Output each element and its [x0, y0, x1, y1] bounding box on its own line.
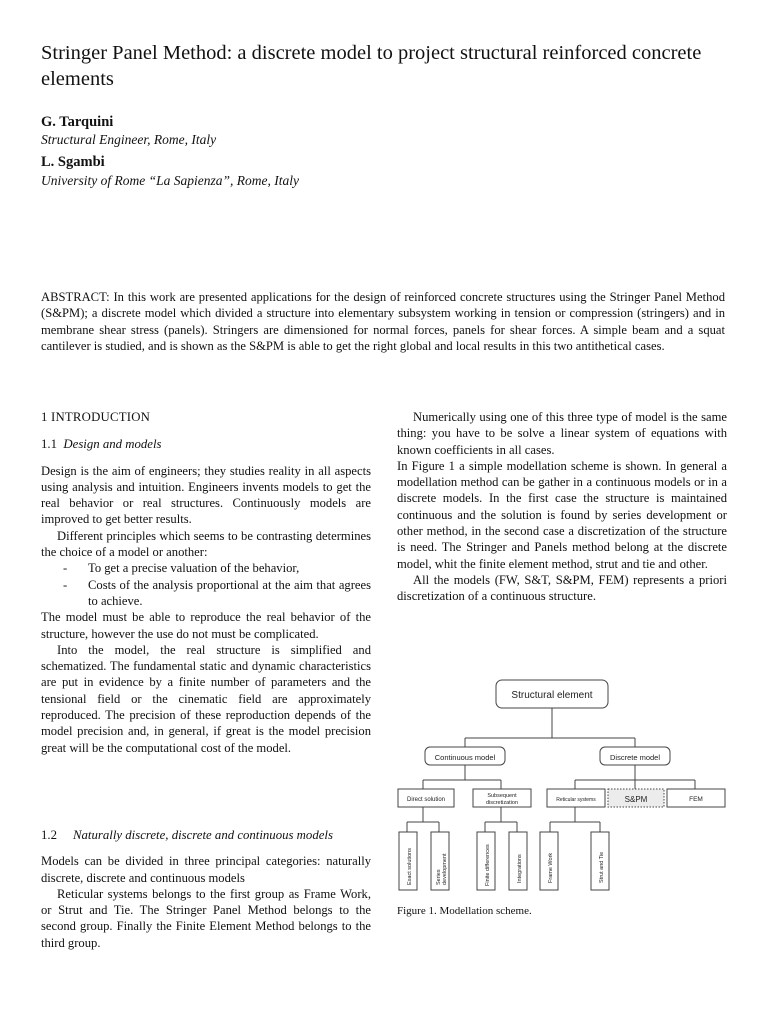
author-name-2: L. Sgambi	[41, 154, 105, 170]
paragraph: All the models (FW, S&T, S&PM, FEM) represents a priori discretization of a continuous structure.	[397, 572, 727, 604]
label-direct-solution: Direct solution	[406, 797, 446, 803]
author-affiliation-2: University of Rome “La Sapienza”, Rome, Italy	[41, 173, 299, 188]
subsection-heading-2	[41, 827, 371, 843]
label-finite-differences: Finite differences	[485, 844, 491, 886]
label-reticular-systems: Reticular systems	[556, 797, 596, 803]
subsection-heading-1	[41, 436, 371, 452]
label-spm: S&PM	[624, 795, 648, 804]
bullet-list	[41, 560, 371, 609]
left-column	[41, 409, 371, 756]
paragraph: The model must be able to reproduce the real behavior of the structure, however the use do not must be complicated.	[41, 610, 371, 641]
subsection-number: 1.2	[41, 828, 57, 842]
label-strut-and-tie: Strut and Tie	[599, 851, 605, 883]
subsection-title: Naturally discrete, discrete and continuous models	[73, 828, 333, 842]
paragraph: Design is the aim of engineers; they studies reality in all aspects using analysis and intuition. Engineers invents models to get the real behavior or real structures. Continuously models are improved to get better results.	[41, 463, 371, 527]
label-exact-solutions: Exact solutions	[407, 848, 413, 885]
paragraph: In Figure 1 a simple modellation scheme is shown. In general a modellation method can be gather in a continuous models or in a discrete models. In the first case the structure is maintained continuous and the solution is found by series development or other method, in the second case a discretization of the structure is need. The Stringer and Panels method belong at the discrete model, whit the finite element method, strut and tie and other.	[397, 458, 727, 571]
paragraph: Into the model, the real structure is simplified and schematized. The fundamental static and dynamic characteristics are put in evidence by a finite number of parameters and the tensional field or the cinematic field are approximately reproduced. The precision of these reproduction depends of the model precision and, in general, if great is the model precision great will be the computational cost of the model.	[41, 642, 371, 755]
section-heading: 1 INTRODUCTION	[41, 410, 151, 424]
label-development: development	[442, 853, 448, 885]
label-structural-element: Structural element	[511, 690, 593, 701]
subsection-title: Design and models	[63, 437, 162, 452]
right-column	[397, 409, 727, 605]
figure-caption: Figure 1. Modellation scheme.	[397, 905, 532, 917]
list-item: - To get a precise valuation of the behavior,	[63, 561, 300, 576]
label-subsequent: Subsequent	[487, 793, 517, 799]
paper-title: Stringer Panel Method: a discrete model to project structural reinforced concrete elements	[41, 42, 702, 90]
label-integrations: Integrations	[517, 854, 523, 883]
left-column-section-2	[41, 827, 371, 951]
label-discrete-model: Discrete model	[609, 753, 661, 762]
modellation-diagram	[395, 675, 735, 900]
paragraph: Models can be divided in three principal categories: naturally discrete, discrete and continuous models	[41, 854, 371, 885]
label-frame-work: Frame Work	[548, 852, 554, 883]
label-discretization: discretization	[485, 800, 519, 806]
subsection-number: 1.1	[41, 437, 57, 452]
label-series: Series	[436, 869, 442, 885]
label-fem: FEM	[689, 796, 703, 803]
author-name-1: G. Tarquini	[41, 114, 114, 130]
list-item: - Costs of the analysis proportional at the aim that agrees to achieve.	[63, 577, 371, 608]
abstract: ABSTRACT: In this work are presented applications for the design of reinforced concrete structures using the Stringer Panel Method (S&PM); a discrete model which divided a structure into elementary subsystem working in tension or compression (stringers) and in membrane shear stress (panels). Stringers are dimensioned for normal forces, panels for shear forces. A simple beam and a squat cantilever is studied, and is shown as the S&PM is able to get the right global and local results in this two antithetical cases.	[41, 290, 725, 353]
paragraph: Numerically using one of this three type of model is the same thing: you have to be solve a linear system of equations with known coefficients in all cases.	[397, 410, 727, 457]
author-affiliation-1: Structural Engineer, Rome, Italy	[41, 132, 217, 147]
label-continuous-model: Continuous model	[434, 753, 496, 762]
paragraph: Different principles which seems to be contrasting determines the choice of a model or another:	[41, 528, 371, 560]
paragraph: Reticular systems belongs to the first group as Frame Work, or Strut and Tie. The Stringer Panel Method belongs to the second group. Finally the Finite Element Method belongs to the third group.	[41, 886, 371, 950]
